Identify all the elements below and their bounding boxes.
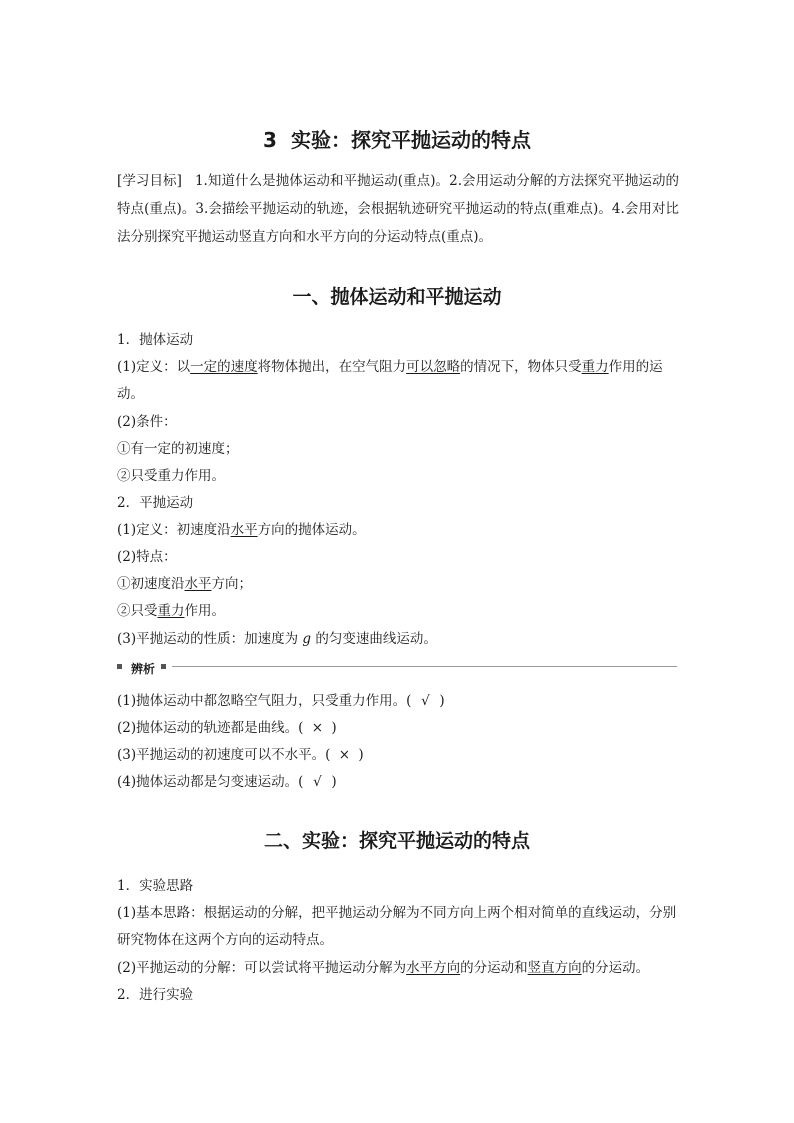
variable-g: g: [302, 631, 312, 647]
condition-item: ①有一定的初速度；: [117, 441, 239, 457]
text-span: ①初速度沿: [117, 576, 185, 592]
underlined-term: 重力: [581, 359, 609, 375]
underlined-term: 一定的速度: [190, 359, 258, 375]
text-span: (2)平抛运动的分解：可以尝试将平抛运动分解为: [117, 960, 407, 976]
bianxi-divider: [117, 660, 677, 676]
item-heading: 2．平抛运动: [117, 495, 194, 511]
section-heading-1: 一、抛体运动和平抛运动: [292, 286, 502, 308]
objectives-text: 1.知道什么是抛体运动和平抛运动(重点)。2.会用运动分解的方法探究平抛运动的特点(重点)。3.会描绘平抛运动的轨迹，会根据轨迹研究平抛运动的特点(重难点)。4.会用对比法分别探究平抛运动竖直方向和水平方向的分运动特点(重点)。: [117, 173, 680, 245]
text-span: ): [331, 720, 337, 736]
underlined-term: 可以忽略: [406, 359, 461, 375]
bianxi-label: 辨析: [131, 662, 156, 676]
underlined-term: 重力: [157, 603, 185, 619]
text-span: (3)平抛运动的性质：加速度为: [117, 631, 303, 647]
text-span: 的分运动。: [581, 960, 650, 976]
page-title: [0, 124, 794, 153]
underlined-term: 水平: [230, 522, 258, 538]
title-number: 3: [263, 128, 277, 152]
text-span: ): [439, 693, 445, 709]
underlined-term: 竖直方向: [527, 960, 582, 976]
conditions-heading: (2)条件：: [117, 414, 177, 430]
condition-item: ②只受重力作用。: [117, 468, 225, 484]
judgement-text: (4)抛体运动都是匀变速运动。(: [117, 774, 304, 790]
text-span: 将物体抛出，在空气阻力: [257, 359, 407, 375]
feature-item: [117, 575, 252, 593]
feature-item: [117, 602, 225, 620]
text-span: (1)定义：初速度沿: [117, 522, 231, 538]
title-text: 实验：探究平抛运动的特点: [290, 128, 531, 152]
text-span: ②只受: [117, 603, 158, 619]
square-bullet-icon: [161, 664, 166, 669]
judgement-item: [117, 773, 337, 791]
check-mark: √: [421, 693, 430, 709]
features-heading: (2)特点：: [117, 549, 177, 565]
text-span: (1)定义：以: [117, 359, 191, 375]
judgement-text: (1)抛体运动中都忽略空气阻力，只受重力作用。(: [117, 693, 412, 709]
text-span: 方向的抛体运动。: [257, 522, 366, 538]
check-mark: √: [313, 774, 322, 790]
square-bullet-icon: [117, 664, 122, 669]
definition-paragraph: [117, 354, 679, 408]
cross-mark: ×: [338, 747, 351, 763]
underlined-term: 水平: [184, 576, 212, 592]
definition-line: [117, 521, 366, 539]
text-span: ): [358, 747, 364, 763]
judgement-item: [117, 719, 337, 737]
section-heading-2: 二、实验：探究平抛运动的特点: [263, 830, 530, 852]
item-heading: 1．实验思路: [117, 878, 194, 894]
text-span: 的情况下，物体只受: [460, 359, 582, 375]
decomposition-line: [117, 959, 649, 977]
judgement-text: (2)抛体运动的轨迹都是曲线。(: [117, 720, 304, 736]
item-heading: 1．抛体运动: [117, 332, 194, 348]
judgement-item: [117, 692, 445, 710]
judgement-item: [117, 746, 364, 764]
text-span: 作用。: [184, 603, 225, 619]
objectives-label: [学习目标]: [117, 173, 182, 189]
judgement-text: (3)平抛运动的初速度可以不水平。(: [117, 747, 331, 763]
cross-mark: ×: [311, 720, 324, 736]
underlined-term: 水平方向: [406, 960, 461, 976]
item-heading: 2．进行实验: [117, 987, 194, 1003]
text-span: 的分运动和: [460, 960, 528, 976]
text-span: 方向；: [211, 576, 252, 592]
idea-paragraph: (1)基本思路：根据运动的分解，把平抛运动分解为不同方向上两个相对简单的直线运动，分别研究物体在这两个方向的运动特点。: [117, 905, 677, 948]
divider-rule: [172, 666, 677, 667]
text-span: 作用的运动。: [117, 359, 663, 402]
learning-objectives: [117, 167, 679, 251]
text-span: ): [331, 774, 337, 790]
nature-line: [117, 630, 437, 648]
text-span: 的匀变速曲线运动。: [311, 631, 437, 647]
